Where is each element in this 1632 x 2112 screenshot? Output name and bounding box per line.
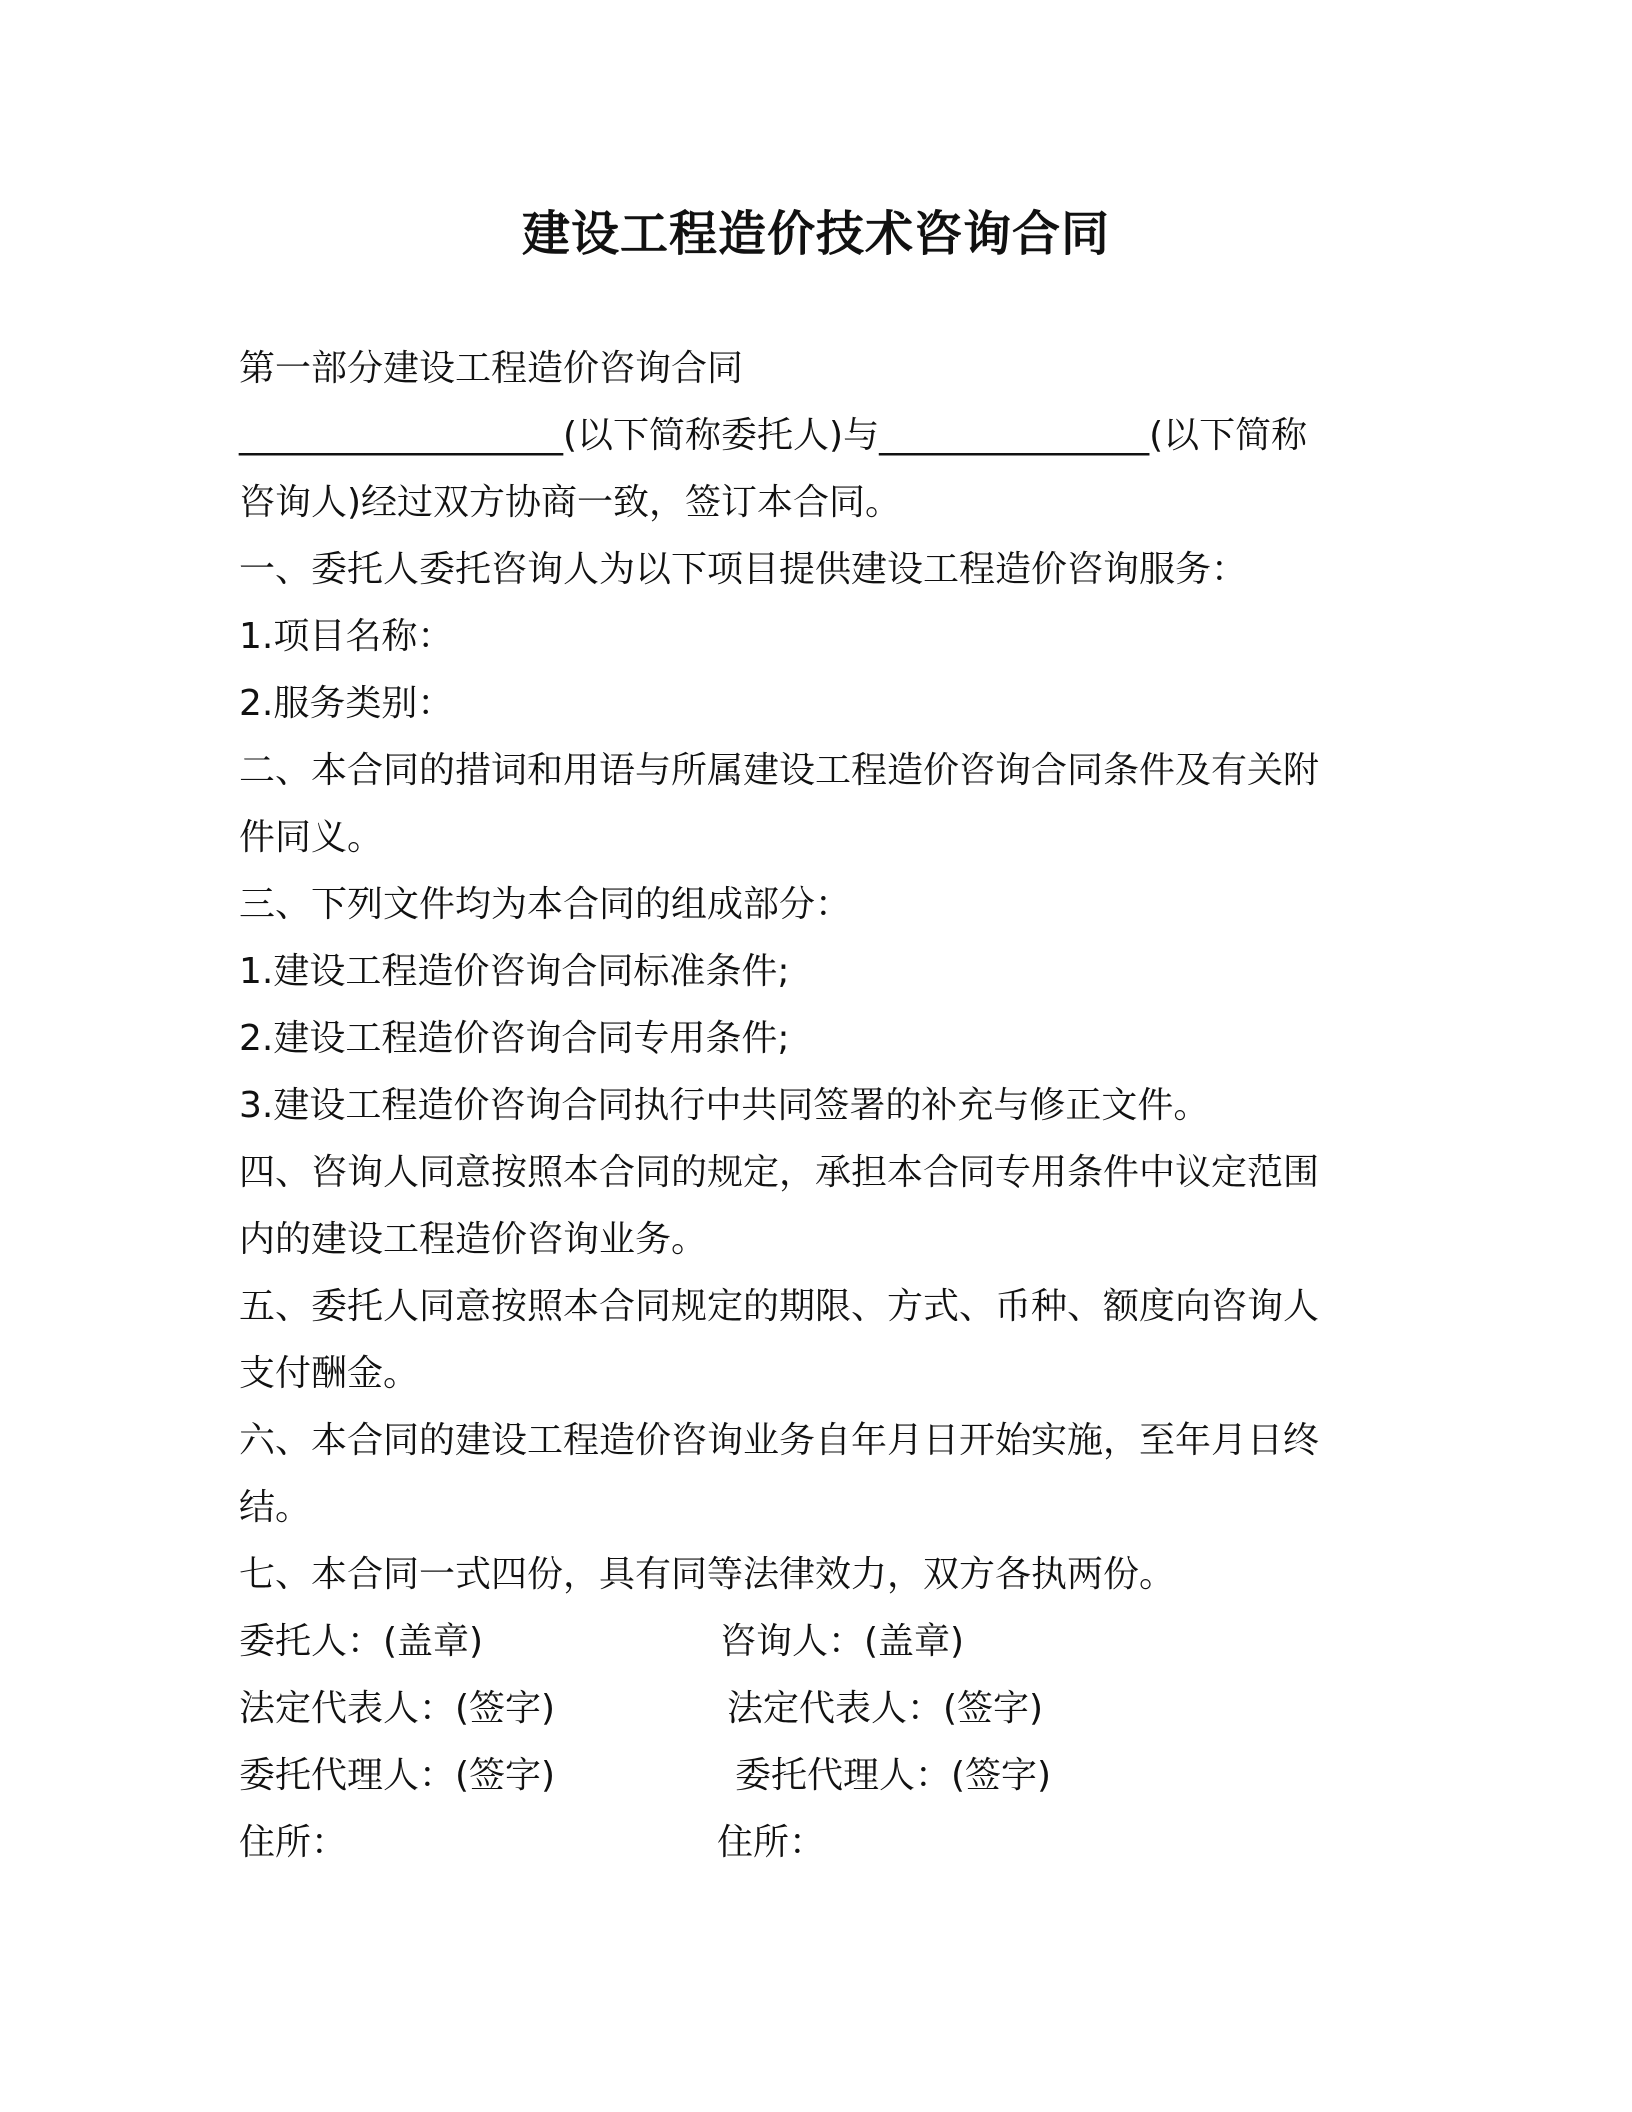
signature-row-seal bbox=[239, 1608, 1379, 1675]
consultant-legal-rep-label: 法定代表人：(签字) bbox=[727, 1688, 1044, 1729]
clause-5-cont: 支付酬金。 bbox=[239, 1353, 420, 1394]
client-agent-label: 委托代理人：(签字) bbox=[239, 1755, 556, 1796]
clause-3-item-3: 3.建设工程造价咨询合同执行中共同签署的补充与修正文件。 bbox=[239, 1085, 1210, 1126]
parties-line-cont: 咨询人)经过双方协商一致，签订本合同。 bbox=[239, 482, 902, 523]
parties-line: __________________(以下简称委托人)与_______________(以下简称 bbox=[239, 415, 1308, 456]
document-title: 建设工程造价技术咨询合同 bbox=[521, 206, 1110, 262]
consultant-agent-label: 委托代理人：(签字) bbox=[735, 1755, 1052, 1796]
signature-row-legal-rep bbox=[239, 1675, 1379, 1742]
signature-row-agent bbox=[239, 1742, 1379, 1809]
section-heading: 第一部分建设工程造价咨询合同 bbox=[239, 348, 744, 389]
client-legal-rep-label: 法定代表人：(签字) bbox=[239, 1688, 556, 1729]
clause-7: 七、本合同一式四份，具有同等法律效力，双方各执两份。 bbox=[239, 1554, 1176, 1595]
consultant-seal-label: 咨询人：(盖章) bbox=[720, 1621, 965, 1662]
clause-4-cont: 内的建设工程造价咨询业务。 bbox=[239, 1219, 708, 1260]
signature-row-address bbox=[239, 1809, 1379, 1876]
client-address-label: 住所： bbox=[239, 1822, 348, 1863]
consultant-address-label: 住所： bbox=[717, 1822, 826, 1863]
clause-2: 二、本合同的措词和用语与所属建设工程造价咨询合同条件及有关附 bbox=[239, 750, 1320, 791]
clause-3: 三、下列文件均为本合同的组成部分： bbox=[239, 884, 852, 925]
clause-6: 六、本合同的建设工程造价咨询业务自年月日开始实施，至年月日终 bbox=[239, 1420, 1320, 1461]
document-body bbox=[239, 335, 1379, 1876]
clause-1: 一、委托人委托咨询人为以下项目提供建设工程造价咨询服务： bbox=[239, 549, 1248, 590]
clause-3-item-1: 1.建设工程造价咨询合同标准条件; bbox=[239, 951, 790, 992]
clause-5: 五、委托人同意按照本合同规定的期限、方式、币种、额度向咨询人 bbox=[239, 1286, 1320, 1327]
clause-1-item-1: 1.项目名称： bbox=[239, 616, 454, 657]
clause-3-item-2: 2.建设工程造价咨询合同专用条件; bbox=[239, 1018, 790, 1059]
client-seal-label: 委托人：(盖章) bbox=[239, 1621, 484, 1662]
clause-6-cont: 结。 bbox=[239, 1487, 312, 1528]
clause-4: 四、咨询人同意按照本合同的规定，承担本合同专用条件中议定范围 bbox=[239, 1152, 1320, 1193]
clause-2-cont: 件同义。 bbox=[239, 817, 384, 858]
clause-1-item-2: 2.服务类别： bbox=[239, 683, 454, 724]
